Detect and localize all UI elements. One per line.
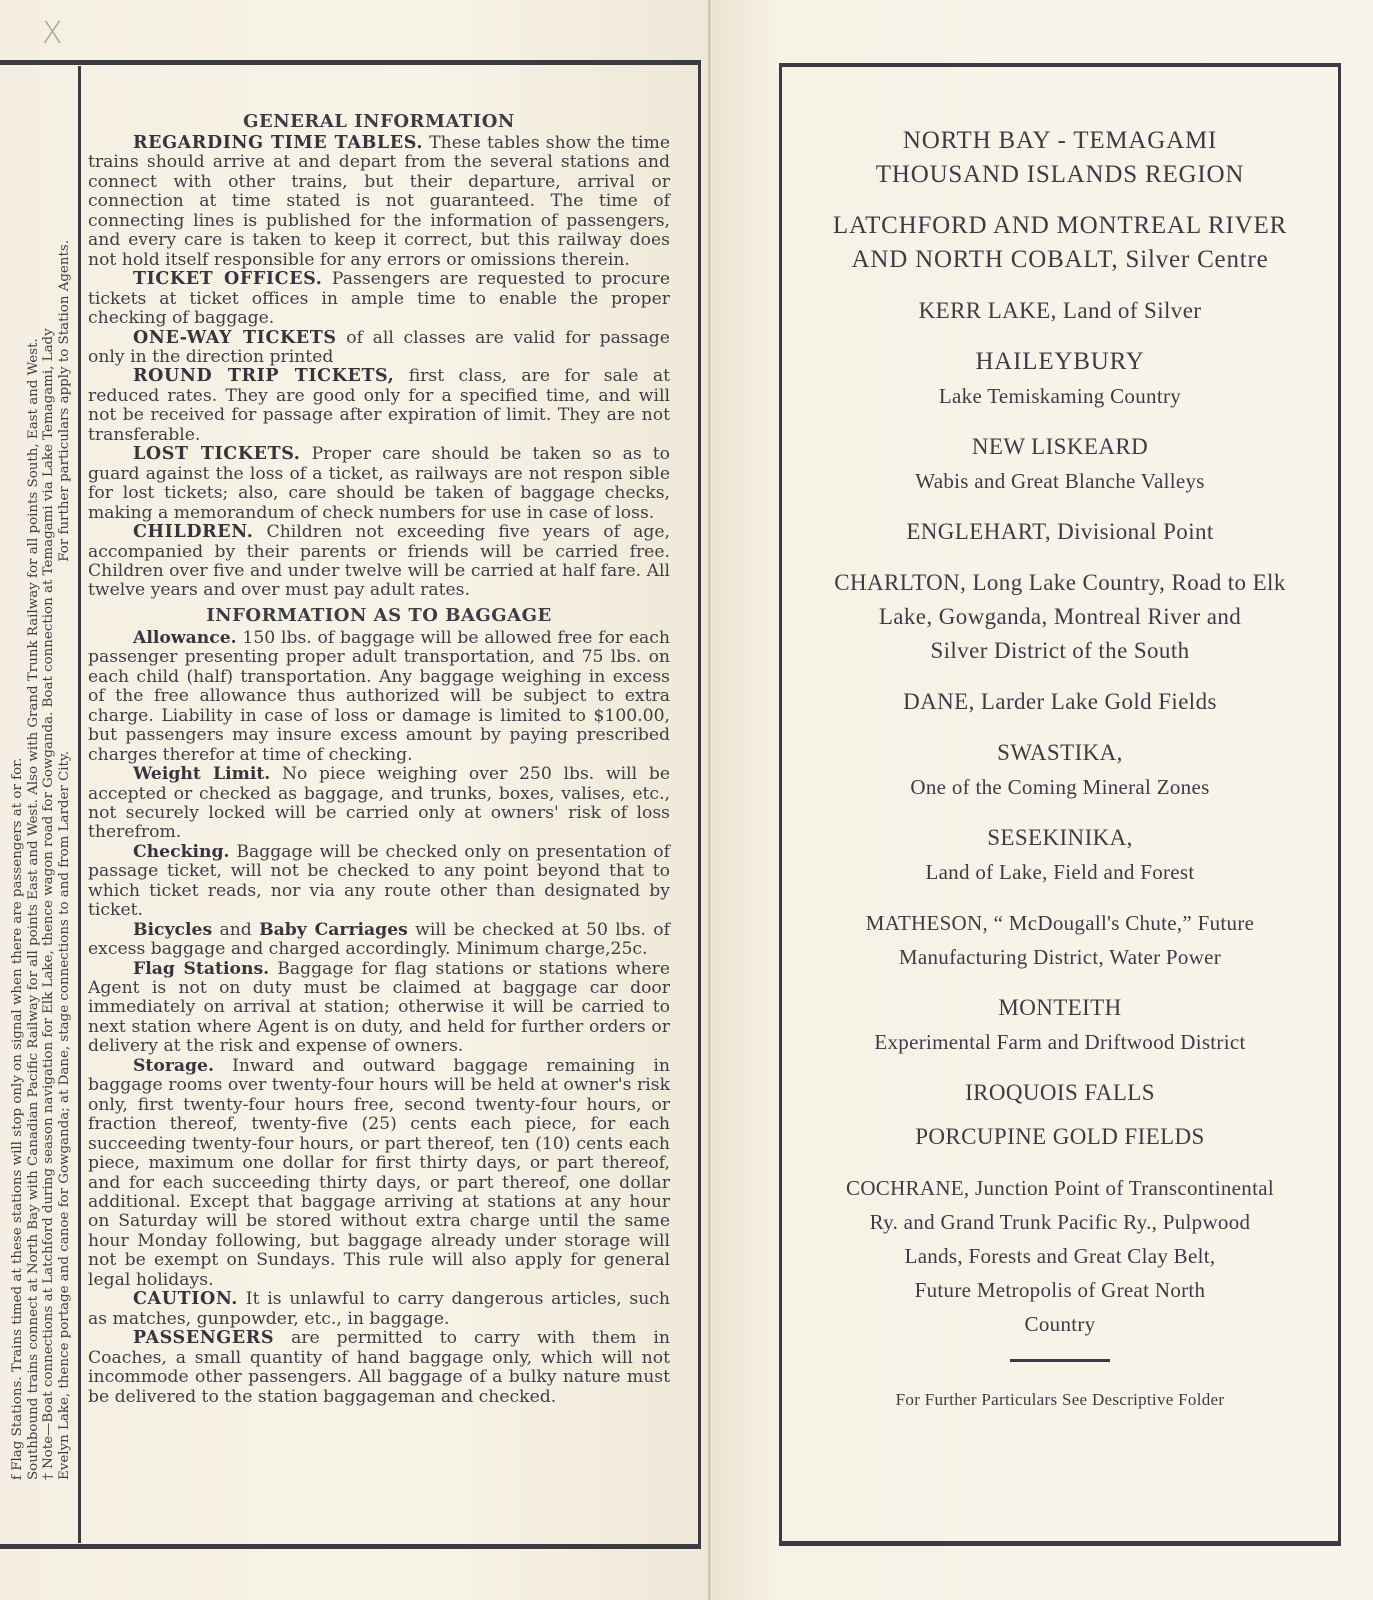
region-monteith bbox=[790, 991, 1330, 1059]
section-round-trip-tickets bbox=[88, 367, 670, 445]
region-line: NEW LISKEARD bbox=[971, 434, 1149, 459]
region-line: ENGLEHART, Divisional Point bbox=[906, 519, 1214, 544]
region-charlton bbox=[790, 566, 1330, 668]
section-body: Baggage will be checked only on presentation of passage ticket, will not be checked to any point beyond that to which ticket reads, nor via any route other than designated by ticket. bbox=[88, 841, 670, 921]
section-heading: PASSENGERS bbox=[133, 1328, 275, 1349]
section-heading: Allowance. bbox=[133, 627, 237, 648]
region-line: Lake Temiskaming Country bbox=[938, 384, 1182, 408]
general-information-title: GENERAL INFORMATION bbox=[243, 111, 515, 132]
section-heading: LOST TICKETS. bbox=[133, 444, 301, 465]
region-line: Ry. and Grand Trunk Pacific Ry., Pulpwood bbox=[869, 1210, 1251, 1234]
region-line: SESEKINIKA, bbox=[987, 825, 1133, 850]
section-body: first class, are for sale at reduced rates. They are good only for a specified time, and will not be received for passage after expiration of limit. They are not transferable. bbox=[88, 366, 670, 445]
region-porcupine bbox=[790, 1120, 1330, 1154]
footer-note: For Further Particulars See Descriptive Folder bbox=[895, 1390, 1225, 1409]
section-body: It is unlawful to carry dangerous articles, such as matches, gunpowder, etc., in baggage. bbox=[88, 1289, 670, 1329]
region-englehart bbox=[790, 515, 1330, 549]
region-north-bay bbox=[790, 124, 1330, 192]
region-line: NORTH BAY - TEMAGAMI bbox=[902, 127, 1218, 154]
region-kerr-lake bbox=[790, 294, 1330, 328]
section-heading: Bicycles bbox=[133, 919, 213, 940]
general-information bbox=[88, 110, 670, 1407]
region-line: MONTEITH bbox=[998, 995, 1122, 1020]
section-body: Proper care should be taken so as to guard against the loss of a ticket, as railways are not respon sible for lost tickets; also, care should be taken of baggage checks, making a memorandum of check numbers for use in case of loss. bbox=[88, 444, 670, 523]
region-line: AND NORTH COBALT, Silver Centre bbox=[851, 246, 1269, 273]
section-heading: CAUTION. bbox=[133, 1289, 238, 1310]
section-weight-limit bbox=[88, 765, 670, 843]
region-cochrane bbox=[790, 1171, 1330, 1341]
region-sesekinika bbox=[790, 821, 1330, 889]
section-children bbox=[88, 523, 670, 601]
region-line: Wabis and Great Blanche Valleys bbox=[915, 469, 1205, 493]
section-body: Baggage for flag stations or stations where Agent is not on duty must be claimed at baggage car door immediately on arrival at station; otherwise it will be carried to next station where Agent is on duty, and held for further orders or delivery at the risk and expense of owners. bbox=[88, 958, 670, 1057]
region-line: One of the Coming Mineral Zones bbox=[910, 775, 1210, 799]
region-matheson bbox=[790, 906, 1330, 974]
page-fold bbox=[708, 0, 711, 1600]
region-haileybury bbox=[790, 345, 1330, 413]
region-line: IROQUOIS FALLS bbox=[965, 1080, 1155, 1105]
section-heading: CHILDREN. bbox=[133, 522, 254, 543]
region-new-liskeard bbox=[790, 430, 1330, 498]
section-flag-stations bbox=[88, 960, 670, 1057]
region-dane bbox=[790, 685, 1330, 719]
section-body: These tables show the time trains should arrive at and depart from the several stations and connect with other trains, but their departure, arrival or connection at time stated is not guaranteed. The time of connecting lines is published for the information of passengers, and every care is taken to keep it correct, but this railway does not hold itself responsible for any errors or omissions therein. bbox=[88, 133, 670, 270]
section-body: are permitted to carry with them in Coaches, a small quantity of hand baggage only, which will not incommode other passengers. All baggage of a bulky nature must be delivered to the station baggageman and checked. bbox=[88, 1328, 670, 1407]
region-line: PORCUPINE GOLD FIELDS bbox=[915, 1124, 1205, 1149]
section-heading: TICKET OFFICES. bbox=[133, 269, 323, 290]
section-heading: Flag Stations. bbox=[133, 958, 270, 979]
section-lost-tickets bbox=[88, 445, 670, 523]
region-line: Experimental Farm and Driftwood District bbox=[874, 1030, 1246, 1054]
section-body: Inward and outward baggage remaining in baggage rooms over twenty-four hours will be held at owner's risk only, first twenty-four hours free, second twenty-four hours, or fraction thereof, twenty-five (25) cents each piece, for each succeeding twenty-four hours, or part thereof, ten (10) cents each piece, maximum one dollar for first thirty days, or part thereof, and for each succeeding thirty days, or part thereof, one dollar additional. Except that baggage arriving at stations at any hour on Saturday will be stored without extra charge until the same hour Monday following, but baggage already under storage will not be exempt on Sundays. This rule will also apply for general legal holidays. bbox=[88, 1055, 670, 1290]
section-heading: Checking. bbox=[133, 841, 230, 862]
region-swastika bbox=[790, 736, 1330, 804]
side-note-flag-stations: f Flag Stations. Trains timed at these stations will stop only on signal when there are passengers at or for. bbox=[10, 757, 25, 1480]
side-note-station-agents: For further particulars apply to Station Agents. bbox=[56, 240, 72, 562]
section-heading: ROUND TRIP TICKETS, bbox=[133, 366, 395, 387]
section-checking bbox=[88, 843, 670, 921]
section-body: Passengers are requested to procure tickets at ticket offices in ample time to enable the proper checking of baggage. bbox=[88, 269, 671, 329]
region-line: Lands, Forests and Great Clay Belt, bbox=[904, 1244, 1216, 1268]
section-time-tables bbox=[88, 134, 670, 270]
side-note-evelyn-lake-text: Evelyn Lake, thence portage and canoe for Gowganda; at Dane, stage connections to and from Larder City. bbox=[56, 751, 72, 1480]
section-heading: Storage. bbox=[133, 1055, 214, 1076]
section-heading: Weight Limit. bbox=[133, 764, 271, 785]
section-caution bbox=[88, 1290, 670, 1329]
region-iroquois-falls bbox=[790, 1076, 1330, 1110]
section-heading-2: Baby Carriages bbox=[259, 919, 408, 940]
section-heading: ONE-WAY TICKETS bbox=[133, 327, 337, 348]
section-body: Children not exceeding five years of age, accompanied by their parents or friends will be carried free. Children over five and under twelve will be carried at half fare. All twelve years and over must pay adult rates. bbox=[88, 522, 670, 601]
baggage-information-title: INFORMATION AS TO BAGGAGE bbox=[206, 604, 552, 626]
section-storage bbox=[88, 1057, 670, 1290]
region-line: CHARLTON, Long Lake Country, Road to Elk bbox=[834, 570, 1286, 595]
region-line: KERR LAKE, Land of Silver bbox=[918, 298, 1202, 323]
horizontal-rule bbox=[1010, 1359, 1110, 1362]
section-bicycles bbox=[88, 921, 670, 960]
region-line: DANE, Larder Lake Gold Fields bbox=[903, 689, 1217, 714]
side-note-boat-connections: † Note—Boat connections at Latchford during season navigation for Elk Lake, thence wagon road for Gowganda. Boat connection at Temagami via Lake Temagami, Lady bbox=[41, 328, 57, 1480]
region-line: Lake, Gowganda, Montreal River and bbox=[878, 604, 1242, 629]
section-ticket-offices bbox=[88, 270, 670, 328]
region-line: Land of Lake, Field and Forest bbox=[925, 860, 1195, 884]
section-body: No piece weighing over 250 lbs. will be accepted or checked as baggage, and trunks, boxes, valises, etc., not securely locked will be carried only at owners' risk of loss therefrom. bbox=[88, 764, 670, 843]
section-one-way-tickets bbox=[88, 329, 670, 368]
section-heading: REGARDING TIME TABLES. bbox=[133, 133, 424, 153]
section-allowance bbox=[88, 629, 670, 765]
section-body: 150 lbs. of baggage will be allowed free for each passenger presenting proper adult transportation, and 75 lbs. on each child (half) transportation. Any baggage weighing in excess of the free allowance thus authorized will be subject to extra charge. Liability in case of loss or damage is limited to $100.00, but passengers may insure excess amount by paying prescribed charges therefor at time of checking. bbox=[88, 627, 670, 765]
section-body: will be checked at 50 lbs. of excess baggage and charged accordingly. Minimum charge,25c. bbox=[88, 919, 671, 960]
section-body: of all classes are valid for passage only in the direction printed bbox=[88, 327, 670, 367]
side-note-southbound: Southbound trains connect at North Bay with Canadian Pacific Railway for all points East and West. Also with Grand Trunk Railway for all points South, East and West. bbox=[25, 338, 41, 1480]
region-line: Manufacturing District, Water Power bbox=[898, 945, 1222, 969]
region-line: HAILEYBURY bbox=[975, 348, 1145, 375]
region-line: MATHESON, “ McDougall's Chute,” Future bbox=[865, 911, 1255, 935]
region-line: THOUSAND ISLANDS REGION bbox=[875, 161, 1245, 188]
region-line: Country bbox=[1024, 1312, 1096, 1336]
region-line: SWASTIKA, bbox=[997, 740, 1123, 765]
column-divider bbox=[78, 66, 81, 1543]
regions-list bbox=[790, 124, 1330, 1410]
region-line: Future Metropolis of Great North bbox=[914, 1278, 1206, 1302]
section-connector: and bbox=[212, 919, 260, 940]
region-line: Silver District of the South bbox=[930, 638, 1190, 663]
side-notes bbox=[10, 90, 72, 1480]
region-line: COCHRANE, Junction Point of Transcontinental bbox=[846, 1176, 1274, 1200]
region-latchford bbox=[790, 209, 1330, 277]
region-line: LATCHFORD AND MONTREAL RIVER bbox=[832, 212, 1288, 239]
side-note-evelyn-lake bbox=[57, 90, 73, 1480]
margin-x-mark: X bbox=[42, 16, 63, 51]
section-passengers bbox=[88, 1329, 670, 1407]
